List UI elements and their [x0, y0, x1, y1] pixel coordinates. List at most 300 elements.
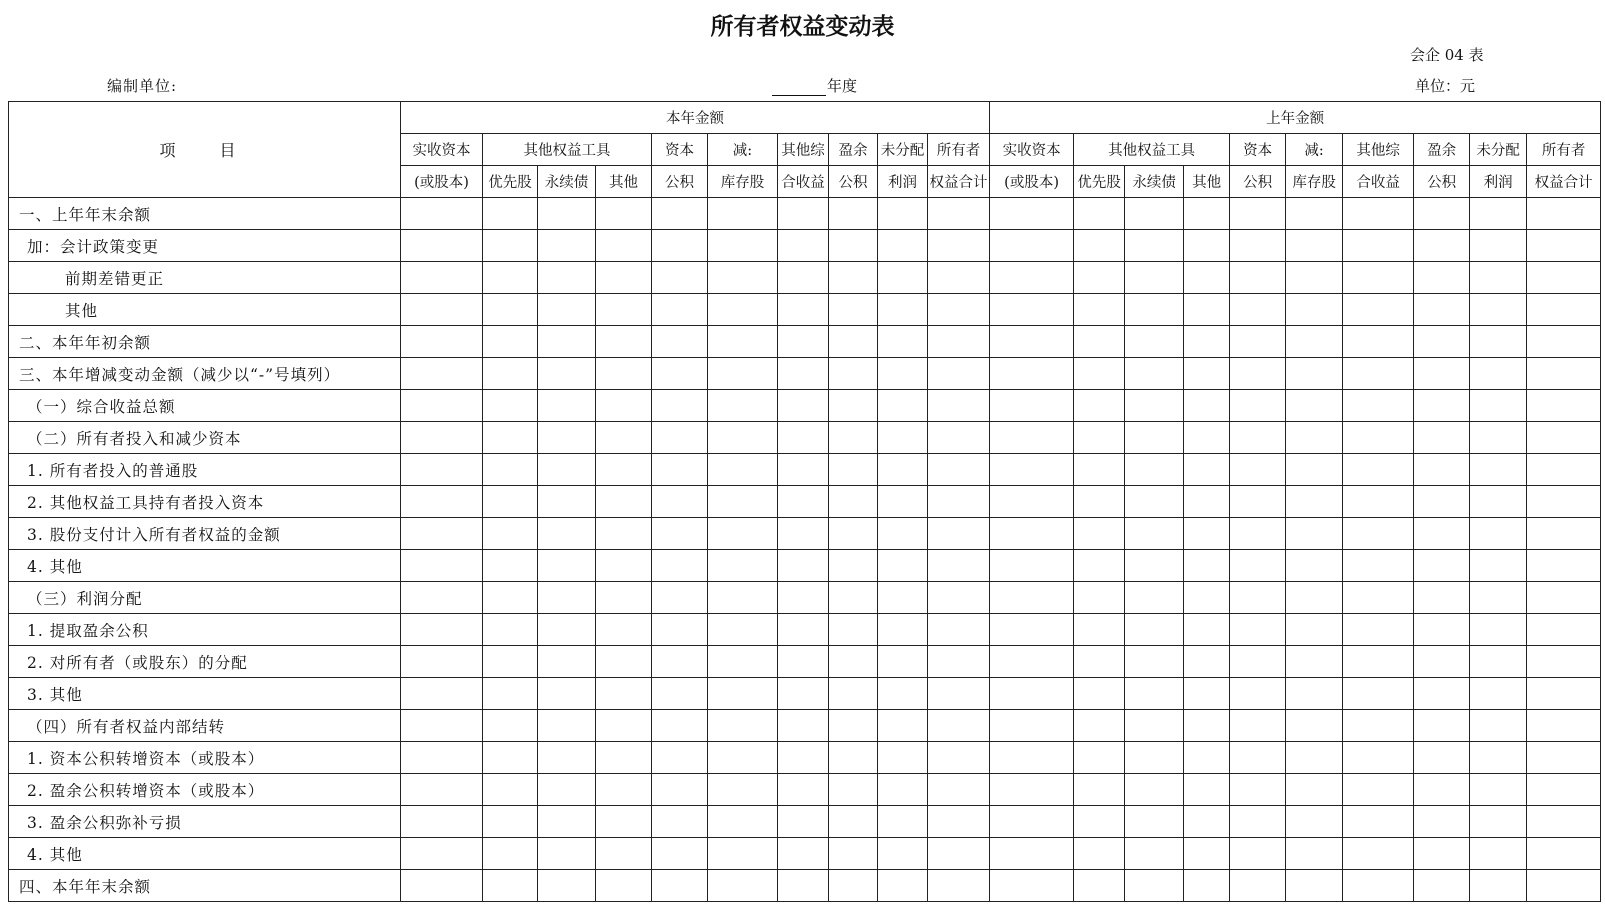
amount-cell[interactable] [778, 742, 829, 774]
amount-cell[interactable] [1286, 870, 1343, 902]
amount-cell[interactable] [483, 422, 538, 454]
amount-cell[interactable] [928, 806, 990, 838]
amount-cell[interactable] [1125, 870, 1184, 902]
amount-cell[interactable] [483, 486, 538, 518]
amount-cell[interactable] [829, 678, 878, 710]
amount-cell[interactable] [401, 550, 483, 582]
amount-cell[interactable] [1074, 614, 1125, 646]
amount-cell[interactable] [708, 742, 778, 774]
amount-cell[interactable] [538, 582, 596, 614]
amount-cell[interactable] [928, 198, 990, 230]
amount-cell[interactable] [652, 774, 708, 806]
amount-cell[interactable] [401, 710, 483, 742]
amount-cell[interactable] [878, 486, 928, 518]
amount-cell[interactable] [483, 390, 538, 422]
amount-cell[interactable] [829, 710, 878, 742]
amount-cell[interactable] [1074, 838, 1125, 870]
amount-cell[interactable] [990, 262, 1074, 294]
amount-cell[interactable] [1286, 518, 1343, 550]
amount-cell[interactable] [1414, 806, 1470, 838]
amount-cell[interactable] [652, 326, 708, 358]
amount-cell[interactable] [538, 518, 596, 550]
amount-cell[interactable] [483, 742, 538, 774]
amount-cell[interactable] [1470, 806, 1527, 838]
amount-cell[interactable] [401, 774, 483, 806]
amount-cell[interactable] [652, 422, 708, 454]
amount-cell[interactable] [708, 838, 778, 870]
amount-cell[interactable] [538, 390, 596, 422]
amount-cell[interactable] [829, 326, 878, 358]
amount-cell[interactable] [652, 358, 708, 390]
amount-cell[interactable] [990, 806, 1074, 838]
amount-cell[interactable] [1184, 454, 1230, 486]
amount-cell[interactable] [829, 198, 878, 230]
amount-cell[interactable] [1184, 422, 1230, 454]
amount-cell[interactable] [1343, 806, 1414, 838]
amount-cell[interactable] [401, 390, 483, 422]
amount-cell[interactable] [990, 742, 1074, 774]
amount-cell[interactable] [878, 326, 928, 358]
amount-cell[interactable] [401, 870, 483, 902]
amount-cell[interactable] [928, 614, 990, 646]
amount-cell[interactable] [1125, 678, 1184, 710]
amount-cell[interactable] [829, 646, 878, 678]
amount-cell[interactable] [652, 678, 708, 710]
amount-cell[interactable] [1184, 838, 1230, 870]
amount-cell[interactable] [928, 422, 990, 454]
amount-cell[interactable] [538, 774, 596, 806]
amount-cell[interactable] [928, 710, 990, 742]
amount-cell[interactable] [1125, 582, 1184, 614]
amount-cell[interactable] [596, 294, 652, 326]
amount-cell[interactable] [778, 486, 829, 518]
amount-cell[interactable] [538, 230, 596, 262]
amount-cell[interactable] [483, 262, 538, 294]
amount-cell[interactable] [596, 742, 652, 774]
amount-cell[interactable] [990, 326, 1074, 358]
amount-cell[interactable] [1286, 390, 1343, 422]
amount-cell[interactable] [708, 326, 778, 358]
amount-cell[interactable] [401, 326, 483, 358]
amount-cell[interactable] [401, 838, 483, 870]
amount-cell[interactable] [1184, 870, 1230, 902]
amount-cell[interactable] [1527, 198, 1601, 230]
amount-cell[interactable] [1074, 358, 1125, 390]
amount-cell[interactable] [483, 806, 538, 838]
amount-cell[interactable] [483, 614, 538, 646]
amount-cell[interactable] [1343, 710, 1414, 742]
amount-cell[interactable] [990, 710, 1074, 742]
amount-cell[interactable] [1286, 582, 1343, 614]
amount-cell[interactable] [708, 454, 778, 486]
amount-cell[interactable] [1343, 518, 1414, 550]
amount-cell[interactable] [1184, 710, 1230, 742]
amount-cell[interactable] [596, 198, 652, 230]
amount-cell[interactable] [1470, 614, 1527, 646]
amount-cell[interactable] [1343, 582, 1414, 614]
amount-cell[interactable] [928, 646, 990, 678]
amount-cell[interactable] [652, 294, 708, 326]
amount-cell[interactable] [829, 582, 878, 614]
amount-cell[interactable] [652, 806, 708, 838]
amount-cell[interactable] [1470, 550, 1527, 582]
amount-cell[interactable] [1343, 646, 1414, 678]
amount-cell[interactable] [652, 262, 708, 294]
amount-cell[interactable] [1074, 326, 1125, 358]
amount-cell[interactable] [401, 294, 483, 326]
amount-cell[interactable] [1343, 614, 1414, 646]
amount-cell[interactable] [878, 198, 928, 230]
amount-cell[interactable] [1074, 678, 1125, 710]
amount-cell[interactable] [1184, 582, 1230, 614]
amount-cell[interactable] [1286, 806, 1343, 838]
amount-cell[interactable] [990, 646, 1074, 678]
amount-cell[interactable] [1470, 870, 1527, 902]
amount-cell[interactable] [1125, 230, 1184, 262]
amount-cell[interactable] [483, 230, 538, 262]
amount-cell[interactable] [878, 742, 928, 774]
amount-cell[interactable] [778, 774, 829, 806]
amount-cell[interactable] [401, 454, 483, 486]
amount-cell[interactable] [778, 262, 829, 294]
amount-cell[interactable] [708, 646, 778, 678]
amount-cell[interactable] [1343, 294, 1414, 326]
amount-cell[interactable] [483, 870, 538, 902]
amount-cell[interactable] [1527, 294, 1601, 326]
amount-cell[interactable] [538, 710, 596, 742]
amount-cell[interactable] [596, 678, 652, 710]
amount-cell[interactable] [878, 646, 928, 678]
amount-cell[interactable] [652, 710, 708, 742]
amount-cell[interactable] [1343, 262, 1414, 294]
amount-cell[interactable] [1414, 518, 1470, 550]
amount-cell[interactable] [928, 262, 990, 294]
amount-cell[interactable] [401, 198, 483, 230]
amount-cell[interactable] [1125, 550, 1184, 582]
amount-cell[interactable] [1343, 486, 1414, 518]
amount-cell[interactable] [829, 390, 878, 422]
amount-cell[interactable] [538, 262, 596, 294]
amount-cell[interactable] [928, 838, 990, 870]
amount-cell[interactable] [1343, 454, 1414, 486]
amount-cell[interactable] [1414, 838, 1470, 870]
amount-cell[interactable] [401, 678, 483, 710]
amount-cell[interactable] [1527, 774, 1601, 806]
amount-cell[interactable] [928, 678, 990, 710]
amount-cell[interactable] [1230, 294, 1286, 326]
amount-cell[interactable] [928, 230, 990, 262]
amount-cell[interactable] [1286, 454, 1343, 486]
amount-cell[interactable] [596, 230, 652, 262]
amount-cell[interactable] [829, 454, 878, 486]
amount-cell[interactable] [1074, 294, 1125, 326]
amount-cell[interactable] [538, 806, 596, 838]
amount-cell[interactable] [1074, 390, 1125, 422]
amount-cell[interactable] [483, 582, 538, 614]
amount-cell[interactable] [1343, 838, 1414, 870]
amount-cell[interactable] [538, 422, 596, 454]
amount-cell[interactable] [1184, 774, 1230, 806]
amount-cell[interactable] [928, 294, 990, 326]
amount-cell[interactable] [778, 326, 829, 358]
amount-cell[interactable] [1414, 390, 1470, 422]
amount-cell[interactable] [1527, 550, 1601, 582]
amount-cell[interactable] [708, 390, 778, 422]
amount-cell[interactable] [1184, 390, 1230, 422]
amount-cell[interactable] [829, 614, 878, 646]
amount-cell[interactable] [1343, 742, 1414, 774]
amount-cell[interactable] [652, 454, 708, 486]
amount-cell[interactable] [778, 550, 829, 582]
amount-cell[interactable] [1470, 230, 1527, 262]
amount-cell[interactable] [878, 678, 928, 710]
amount-cell[interactable] [1414, 678, 1470, 710]
amount-cell[interactable] [652, 390, 708, 422]
amount-cell[interactable] [596, 870, 652, 902]
amount-cell[interactable] [652, 646, 708, 678]
amount-cell[interactable] [708, 230, 778, 262]
amount-cell[interactable] [1343, 422, 1414, 454]
amount-cell[interactable] [990, 582, 1074, 614]
amount-cell[interactable] [829, 838, 878, 870]
amount-cell[interactable] [1414, 646, 1470, 678]
amount-cell[interactable] [1230, 198, 1286, 230]
amount-cell[interactable] [1527, 486, 1601, 518]
amount-cell[interactable] [1125, 390, 1184, 422]
amount-cell[interactable] [1286, 646, 1343, 678]
amount-cell[interactable] [483, 646, 538, 678]
amount-cell[interactable] [1470, 582, 1527, 614]
amount-cell[interactable] [1414, 870, 1470, 902]
amount-cell[interactable] [1414, 550, 1470, 582]
amount-cell[interactable] [483, 710, 538, 742]
amount-cell[interactable] [1184, 198, 1230, 230]
amount-cell[interactable] [652, 742, 708, 774]
amount-cell[interactable] [1527, 262, 1601, 294]
amount-cell[interactable] [1184, 742, 1230, 774]
amount-cell[interactable] [596, 358, 652, 390]
amount-cell[interactable] [1230, 582, 1286, 614]
amount-cell[interactable] [1074, 230, 1125, 262]
amount-cell[interactable] [1125, 486, 1184, 518]
amount-cell[interactable] [1414, 198, 1470, 230]
amount-cell[interactable] [483, 838, 538, 870]
amount-cell[interactable] [538, 358, 596, 390]
amount-cell[interactable] [1343, 230, 1414, 262]
amount-cell[interactable] [1527, 742, 1601, 774]
amount-cell[interactable] [990, 422, 1074, 454]
amount-cell[interactable] [990, 678, 1074, 710]
amount-cell[interactable] [1125, 646, 1184, 678]
amount-cell[interactable] [1286, 614, 1343, 646]
amount-cell[interactable] [778, 230, 829, 262]
amount-cell[interactable] [538, 646, 596, 678]
amount-cell[interactable] [1074, 486, 1125, 518]
amount-cell[interactable] [990, 774, 1074, 806]
amount-cell[interactable] [990, 870, 1074, 902]
amount-cell[interactable] [829, 294, 878, 326]
amount-cell[interactable] [1286, 774, 1343, 806]
amount-cell[interactable] [596, 262, 652, 294]
amount-cell[interactable] [1470, 262, 1527, 294]
amount-cell[interactable] [1184, 262, 1230, 294]
amount-cell[interactable] [1286, 422, 1343, 454]
amount-cell[interactable] [652, 486, 708, 518]
amount-cell[interactable] [1230, 390, 1286, 422]
amount-cell[interactable] [596, 838, 652, 870]
amount-cell[interactable] [1230, 614, 1286, 646]
amount-cell[interactable] [1343, 358, 1414, 390]
amount-cell[interactable] [1125, 454, 1184, 486]
amount-cell[interactable] [990, 454, 1074, 486]
amount-cell[interactable] [990, 230, 1074, 262]
amount-cell[interactable] [1230, 550, 1286, 582]
amount-cell[interactable] [708, 806, 778, 838]
amount-cell[interactable] [596, 422, 652, 454]
amount-cell[interactable] [1074, 646, 1125, 678]
amount-cell[interactable] [928, 742, 990, 774]
amount-cell[interactable] [928, 390, 990, 422]
amount-cell[interactable] [990, 838, 1074, 870]
amount-cell[interactable] [1527, 646, 1601, 678]
amount-cell[interactable] [596, 806, 652, 838]
amount-cell[interactable] [483, 294, 538, 326]
amount-cell[interactable] [829, 774, 878, 806]
amount-cell[interactable] [778, 390, 829, 422]
amount-cell[interactable] [1470, 294, 1527, 326]
amount-cell[interactable] [1470, 518, 1527, 550]
amount-cell[interactable] [1286, 230, 1343, 262]
amount-cell[interactable] [1230, 422, 1286, 454]
amount-cell[interactable] [596, 518, 652, 550]
amount-cell[interactable] [1230, 518, 1286, 550]
amount-cell[interactable] [596, 390, 652, 422]
amount-cell[interactable] [483, 454, 538, 486]
amount-cell[interactable] [1184, 326, 1230, 358]
amount-cell[interactable] [1343, 678, 1414, 710]
amount-cell[interactable] [652, 518, 708, 550]
amount-cell[interactable] [829, 550, 878, 582]
amount-cell[interactable] [1074, 550, 1125, 582]
amount-cell[interactable] [1527, 710, 1601, 742]
amount-cell[interactable] [778, 614, 829, 646]
amount-cell[interactable] [778, 358, 829, 390]
amount-cell[interactable] [538, 870, 596, 902]
amount-cell[interactable] [401, 262, 483, 294]
amount-cell[interactable] [878, 422, 928, 454]
amount-cell[interactable] [1286, 486, 1343, 518]
amount-cell[interactable] [401, 646, 483, 678]
amount-cell[interactable] [778, 422, 829, 454]
amount-cell[interactable] [878, 262, 928, 294]
amount-cell[interactable] [778, 294, 829, 326]
amount-cell[interactable] [401, 358, 483, 390]
amount-cell[interactable] [829, 262, 878, 294]
amount-cell[interactable] [596, 326, 652, 358]
amount-cell[interactable] [1470, 646, 1527, 678]
amount-cell[interactable] [1527, 678, 1601, 710]
amount-cell[interactable] [1470, 198, 1527, 230]
amount-cell[interactable] [538, 486, 596, 518]
amount-cell[interactable] [1184, 614, 1230, 646]
amount-cell[interactable] [1230, 358, 1286, 390]
amount-cell[interactable] [1414, 422, 1470, 454]
amount-cell[interactable] [652, 870, 708, 902]
amount-cell[interactable] [1286, 198, 1343, 230]
amount-cell[interactable] [1414, 486, 1470, 518]
amount-cell[interactable] [1343, 550, 1414, 582]
amount-cell[interactable] [1184, 518, 1230, 550]
amount-cell[interactable] [778, 454, 829, 486]
amount-cell[interactable] [483, 358, 538, 390]
amount-cell[interactable] [401, 582, 483, 614]
amount-cell[interactable] [483, 518, 538, 550]
amount-cell[interactable] [1527, 454, 1601, 486]
amount-cell[interactable] [1184, 486, 1230, 518]
amount-cell[interactable] [1286, 550, 1343, 582]
amount-cell[interactable] [1074, 422, 1125, 454]
amount-cell[interactable] [1414, 294, 1470, 326]
amount-cell[interactable] [778, 646, 829, 678]
amount-cell[interactable] [829, 486, 878, 518]
amount-cell[interactable] [990, 550, 1074, 582]
amount-cell[interactable] [1286, 710, 1343, 742]
amount-cell[interactable] [1414, 582, 1470, 614]
amount-cell[interactable] [1230, 774, 1286, 806]
amount-cell[interactable] [829, 870, 878, 902]
amount-cell[interactable] [1074, 870, 1125, 902]
amount-cell[interactable] [990, 390, 1074, 422]
amount-cell[interactable] [708, 550, 778, 582]
amount-cell[interactable] [1527, 582, 1601, 614]
amount-cell[interactable] [1286, 358, 1343, 390]
amount-cell[interactable] [1343, 326, 1414, 358]
amount-cell[interactable] [652, 230, 708, 262]
amount-cell[interactable] [401, 486, 483, 518]
amount-cell[interactable] [928, 326, 990, 358]
amount-cell[interactable] [878, 390, 928, 422]
amount-cell[interactable] [1184, 230, 1230, 262]
amount-cell[interactable] [1414, 774, 1470, 806]
amount-cell[interactable] [1527, 838, 1601, 870]
amount-cell[interactable] [708, 294, 778, 326]
amount-cell[interactable] [990, 614, 1074, 646]
amount-cell[interactable] [708, 358, 778, 390]
amount-cell[interactable] [538, 742, 596, 774]
amount-cell[interactable] [1470, 678, 1527, 710]
amount-cell[interactable] [1470, 710, 1527, 742]
amount-cell[interactable] [708, 774, 778, 806]
amount-cell[interactable] [1074, 198, 1125, 230]
amount-cell[interactable] [928, 486, 990, 518]
amount-cell[interactable] [1527, 422, 1601, 454]
amount-cell[interactable] [878, 230, 928, 262]
amount-cell[interactable] [1470, 358, 1527, 390]
amount-cell[interactable] [596, 582, 652, 614]
amount-cell[interactable] [878, 838, 928, 870]
amount-cell[interactable] [829, 742, 878, 774]
amount-cell[interactable] [538, 294, 596, 326]
amount-cell[interactable] [1527, 358, 1601, 390]
amount-cell[interactable] [708, 614, 778, 646]
amount-cell[interactable] [401, 614, 483, 646]
amount-cell[interactable] [652, 614, 708, 646]
amount-cell[interactable] [878, 614, 928, 646]
amount-cell[interactable] [1074, 774, 1125, 806]
amount-cell[interactable] [1074, 262, 1125, 294]
amount-cell[interactable] [778, 582, 829, 614]
amount-cell[interactable] [878, 550, 928, 582]
